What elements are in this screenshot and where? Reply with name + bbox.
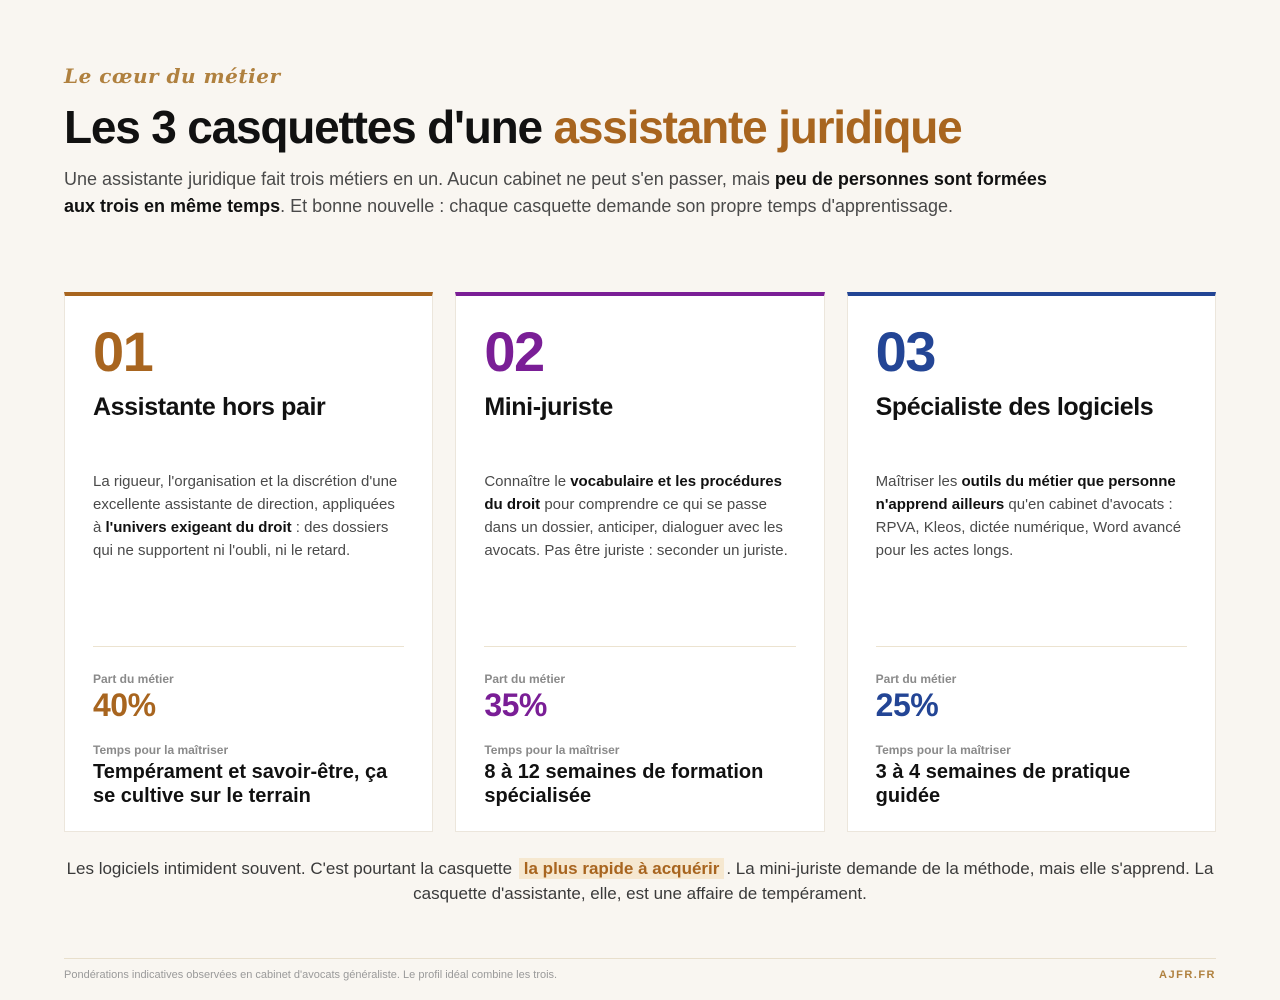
- time-label: Temps pour la maîtriser: [93, 743, 229, 757]
- card-number: 01: [93, 320, 153, 383]
- time-label: Temps pour la maîtriser: [484, 743, 620, 757]
- desc-bold: outils du métier que personne n'apprend ailleurs: [875, 473, 1176, 513]
- card-title: Mini-juriste: [484, 393, 613, 421]
- intro-text-1: Une assistante juridique fait trois métiers en un. Aucun cabinet ne peut s'en passer, mais: [64, 169, 775, 189]
- card-title: Assistante hors pair: [93, 393, 326, 421]
- summary-text-1: Les logiciels intimident souvent. C'est pourtant la casquette: [66, 859, 517, 878]
- time-value: Tempérament et savoir-être, ça se cultive sur le terrain: [93, 761, 388, 807]
- desc-text: : des dossiers qui ne supportent ni l'oubli, ni le retard.: [93, 519, 389, 559]
- card-description: [484, 470, 796, 562]
- summary-highlight: la plus rapide à acquérir: [519, 858, 725, 879]
- desc-text: Maîtriser les: [875, 473, 962, 490]
- card-number: 02: [484, 320, 544, 383]
- title-accent: assistante juridique: [553, 101, 962, 153]
- desc-bold: vocabulaire et les procédures du droit: [484, 473, 782, 513]
- summary-paragraph: [64, 856, 1216, 906]
- card-title: Spécialiste des logiciels: [875, 393, 1154, 421]
- intro-text-2: . Et bonne nouvelle : chaque casquette demande son propre temps d'apprentissage.: [280, 196, 953, 216]
- divider: [484, 646, 795, 647]
- share-label: Part du métier: [93, 672, 174, 686]
- desc-text: La rigueur, l'organisation et la discrétion d'une excellente assistante de direction, appliquées à: [93, 473, 398, 536]
- time-label: Temps pour la maîtriser: [875, 743, 1011, 757]
- card-assistante: [64, 292, 433, 832]
- share-value: 35%: [484, 687, 547, 723]
- footnote: Pondérations indicatives observées en cabinet d'avocats généraliste. Le profil idéal combine les trois.: [64, 969, 558, 981]
- card-number: 03: [875, 320, 935, 383]
- brand-link[interactable]: AJFR.FR: [1159, 969, 1216, 981]
- desc-text: qu'en cabinet d'avocats : RPVA, Kleos, dictée numérique, Word avancé pour les actes longs.: [875, 496, 1182, 559]
- share-label: Part du métier: [875, 672, 957, 686]
- card-description: [876, 470, 1188, 562]
- desc-text: Connaître le: [484, 473, 571, 490]
- cards-grid: [64, 292, 1216, 832]
- divider: [876, 646, 1187, 647]
- card-mini-juriste: [455, 292, 824, 832]
- eyebrow: Le cœur du métier: [64, 64, 281, 88]
- divider: [93, 646, 404, 647]
- desc-bold: l'univers exigeant du droit: [105, 519, 292, 536]
- intro-paragraph: [64, 166, 1054, 220]
- share-value: 25%: [875, 687, 939, 723]
- title-main: Les 3 casquettes d'une: [64, 101, 554, 153]
- footer-divider: [64, 958, 1216, 959]
- time-value: 8 à 12 semaines de formation spécialisée: [484, 761, 764, 807]
- card-logiciels: [847, 292, 1216, 832]
- share-label: Part du métier: [484, 672, 566, 686]
- card-description: [93, 470, 405, 562]
- desc-text: pour comprendre ce qui se passe dans un dossier, anticiper, dialoguer avec les avocats. Pas être juriste : seconder un juriste.: [484, 496, 788, 559]
- time-value: 3 à 4 semaines de pratique guidée: [875, 761, 1131, 807]
- summary-text-2: . La mini-juriste demande de la méthode, mais elle s'apprend. La casquette d'assistante, elle, est une affaire de tempérament.: [413, 859, 1214, 903]
- intro-bold: peu de personnes sont formées aux trois en même temps: [64, 169, 1047, 216]
- page-title: [64, 100, 962, 154]
- share-value: 40%: [93, 687, 156, 723]
